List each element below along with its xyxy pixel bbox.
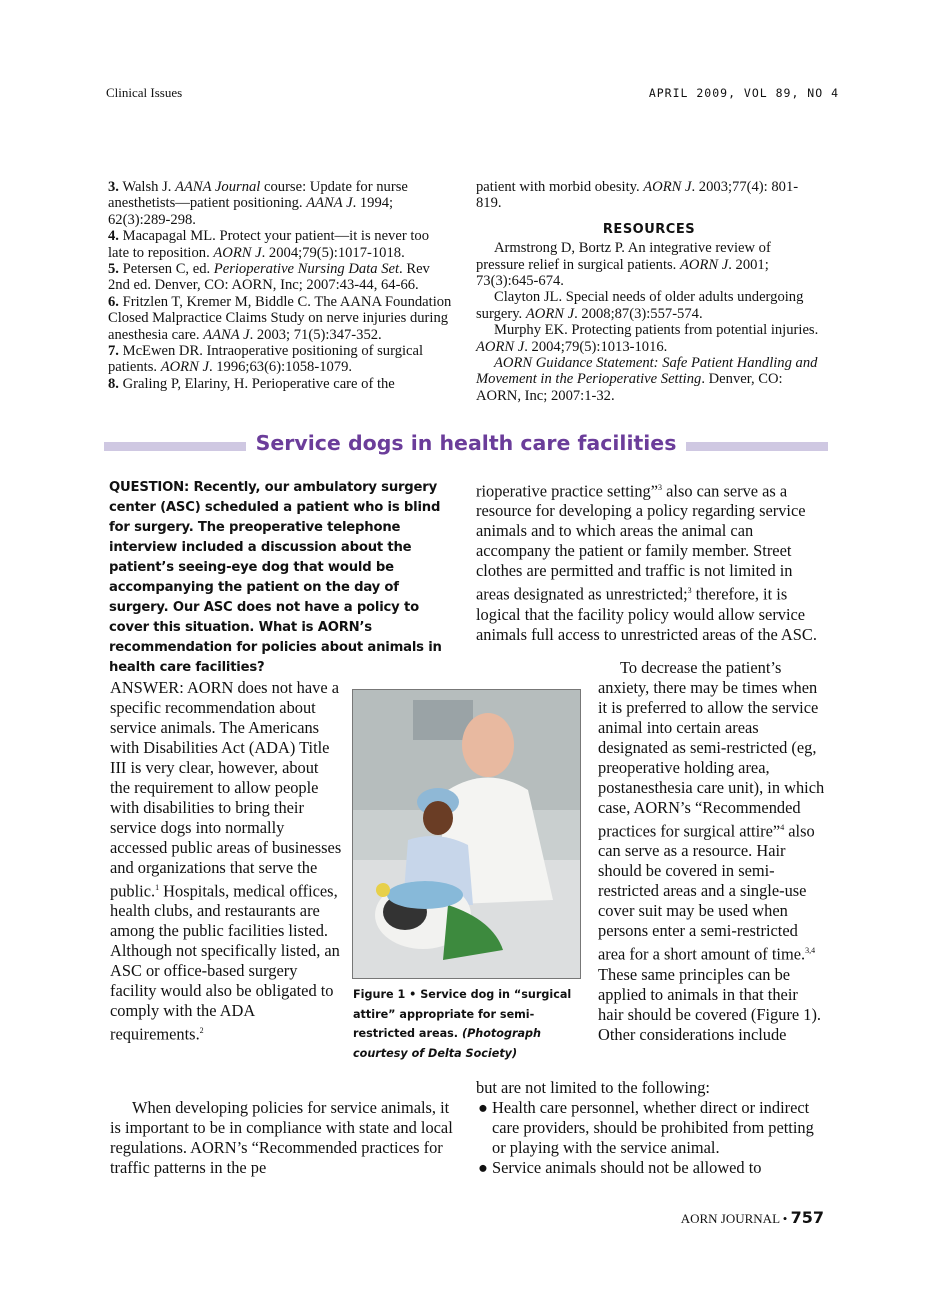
figure-caption: Figure 1 • Service dog in “surgical attire” appropriate for semi-restricted areas. (Photograph courtesy of Delta Society)	[353, 988, 572, 1060]
resource-item: Armstrong D, Bortz P. An integrative review of pressure relief in surgical patients. AORN J. 2001; 73(3):645-674.	[476, 240, 771, 290]
resources-column	[476, 179, 822, 404]
answer-paragraph: ANSWER: AORN does not have a specific recommendation about service animals. The Americans with Disabilities Act (ADA) Title III is very clear, however, about the requirement to allow people with disabilities to bring their service dogs into normally accessed public areas of businesses and organizations that serve the public.$^1$ Hospitals, medical offices, health clubs, and restaurants are among the public facilities listed. Although not specifically listed, an ASC or office-based surgery facility would also be obligated to comply with the ADA requirements.$^2$	[110, 678, 342, 1044]
paragraph-traffic	[110, 1098, 457, 1178]
column-2-bottom	[476, 1078, 826, 1178]
figure-photo	[352, 689, 581, 979]
resource-item: AORN Guidance Statement: Safe Patient Handling and Movement in the Perioperative Setting. Denver, CO: AORN, Inc; 2007:1-32.	[476, 355, 818, 404]
running-header-issue: APRIL 2009, VOL 89, NO 4	[648, 86, 839, 100]
answer-column	[110, 678, 342, 1045]
reference-7: 7. McEwen DR. Intraoperative positioning of surgical patients. AORN J. 1996;63(6):1058-1079.	[108, 343, 424, 376]
reference-8-continued: patient with morbid obesity. AORN J. 2003;77(4): 801-819.	[476, 179, 799, 212]
page-number: 757	[790, 1208, 824, 1227]
running-header-section: Clinical Issues	[106, 85, 183, 100]
list-item: ● Service animals should not be allowed to	[478, 1158, 762, 1177]
column-2-top	[476, 478, 826, 645]
footer-bullet: •	[782, 1211, 788, 1226]
question-text: QUESTION: Recently, our ambulatory surgery center (ASC) scheduled a patient who is blind for surgery. The preoperative telephone interview included a discussion about the patient’s seeing-eye dog that would be accompanying the patient on the day of surgery. Our ASC does not have a policy to cover this situation. What is AORN’s recommendation for policies about animals in health care facilities?	[109, 480, 442, 675]
resource-item: Clayton JL. Special needs of older adults undergoing surgery. AORN J. 2008;87(3):557-574.	[476, 289, 804, 322]
paragraph-traffic-text: When developing policies for service animals, it is important to be in compliance with state and local regulations. AORN’s “Recommended practices for traffic patterns in the pe	[110, 1098, 453, 1177]
reference-3: 3. Walsh J. AANA Journal course: Update for nurse anesthetists—patient positioning. AANA J. 1994; 62(3):289-298.	[108, 179, 408, 228]
reference-6: 6. Fritzlen T, Kremer M, Biddle C. The AANA Foundation Closed Malpractice Claims Study on nerve injuries during anesthesia care. AANA J. 2003; 71(5):347-352.	[108, 293, 452, 343]
column-2-beside-figure	[598, 658, 826, 1045]
semi-restricted-paragraph: To decrease the patient’s anxiety, there may be times when it is preferred to allow the service animal into certain areas designated as semi-restricted (eg, preoperative holding area, postanesthesia care unit), in which case, AORN’s “Recommended practices for surgical attire”$^4$ also can serve as a resource. Hair should be covered in semi-restricted areas and a single-use cover suit may be used when persons enter a semi-restricted area for a short amount of time.$^{3,4}$ These same principles can be applied to animals in that their hair should be covered (Figure 1). Other considerations include	[598, 658, 825, 1044]
reference-5: 5. Petersen C, ed. Perioperative Nursing Data Set. Rev 2nd ed. Denver, CO: AORN, Inc; 2007:43-44, 64-66.	[108, 261, 430, 294]
article-title: Service dogs in health care facilities	[0, 431, 932, 455]
resources-heading: RESOURCES	[602, 221, 696, 237]
reference-4: 4. Macapagal ML. Protect your patient—it is never too late to reposition. AORN J. 2004;79(5):1017-1018.	[108, 228, 429, 261]
reference-list	[108, 179, 453, 392]
resource-item: Murphy EK. Protecting patients from potential injuries. AORN J. 2004;79(5):1013-1016.	[476, 322, 819, 355]
page-footer	[681, 1208, 824, 1227]
list-item: ● Health care personnel, whether direct or indirect care providers, should be prohibited from petting or playing with the service animal.	[478, 1098, 814, 1157]
reference-8: 8. Graling P, Elariny, H. Perioperative care of the	[108, 375, 395, 392]
service-dog-photo-icon	[353, 690, 580, 978]
column-2-paragraph: rioperative practice setting”$^3$ also can serve as a resource for developing a policy regarding service animals and to which areas the animal can accompany the patient or family member. Street clothes are permitted and traffic is not limited in areas designated as unrestricted;$^3$ therefore, it is logical that the facility policy would allow service animals full access to unrestricted areas of the ASC.	[476, 481, 817, 644]
footer-journal: AORN JOURNAL	[680, 1211, 780, 1226]
considerations-list	[476, 1098, 826, 1178]
considerations-lead-in: but are not limited to the following:	[476, 1078, 710, 1097]
